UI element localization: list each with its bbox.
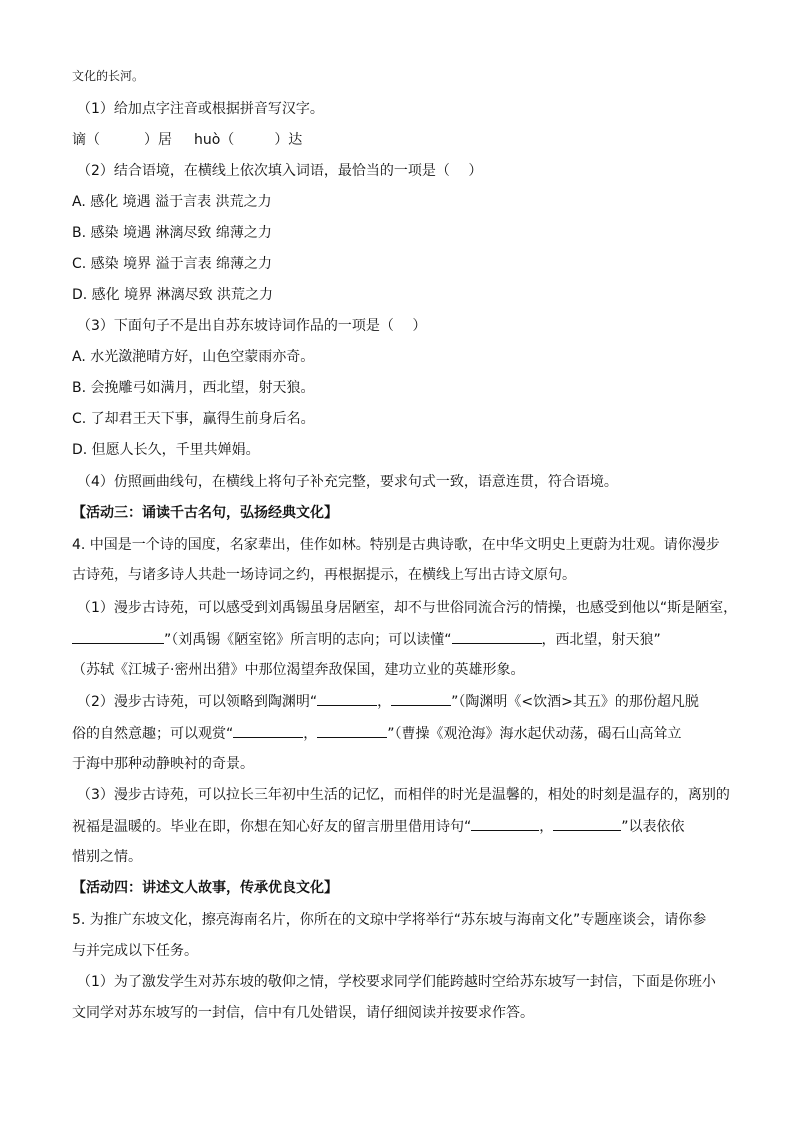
q1-pinyin: huò（ — [194, 132, 235, 148]
option-d: D. 但愿人长久，千里共婵娟。 — [72, 442, 260, 458]
q1-char-1-end: ）居 — [144, 132, 172, 148]
line-text: 祝福是温暖的。毕业在即，你想在知心好友的留言册里借用诗句“ — [72, 819, 472, 835]
question-1: （1）给加点字注音或根据拼音写汉字。 — [77, 101, 324, 117]
option-a: A. 感化 境遇 溢于言表 洪荒之力 — [72, 194, 272, 210]
option-b: B. 感染 境遇 淋漓尽致 绵薄之力 — [72, 225, 272, 241]
line-text: （2）漫步古诗苑，可以领略到陶渊明“ — [77, 694, 318, 710]
option-c: C. 了却君王天下事，赢得生前身后名。 — [72, 411, 315, 427]
paragraph-line: 于海中那种动静映衬的奇景。 — [72, 756, 254, 772]
answer-blank[interactable] — [317, 691, 377, 706]
question-4: （4）仿照画曲线句，在横线上将句子补充完整，要求句式一致，语意连贯，符合语境。 — [77, 474, 618, 490]
fill-line — [72, 629, 661, 650]
answer-blank[interactable] — [317, 723, 387, 738]
paragraph-line: 惜别之情。 — [72, 849, 142, 865]
answer-blank[interactable] — [72, 629, 164, 644]
text-line: 文化的长河。 — [72, 69, 145, 83]
option-c: C. 感染 境界 溢于言表 绵薄之力 — [72, 256, 273, 272]
answer-blank[interactable] — [233, 723, 303, 738]
option-d: D. 感化 境界 淋漓尽致 洪荒之力 — [72, 287, 274, 303]
paragraph-line: （1）漫步古诗苑，可以感受到刘禹锡虽身居陋室，却不与世俗同流合污的情操，也感受到他以“斯是陋室， — [77, 600, 738, 616]
paragraph-line: 5. 为推广东坡文化，擦亮海南名片，你所在的文琼中学将举行“苏东坡与海南文化”专题座谈会，请你参 — [72, 912, 707, 928]
question-1-items — [72, 130, 302, 150]
section-heading-3: 【活动三：诵读千古名句，弘扬经典文化】 — [72, 505, 338, 521]
option-a: A. 水光潋滟晴方好，山色空蒙雨亦奇。 — [72, 349, 315, 365]
line-text: ”（刘禹锡《陋室铭》所言明的志向；可以读懂“ — [164, 632, 452, 648]
line-text: ”以表依依 — [621, 819, 685, 835]
paragraph-line: 与并完成以下任务。 — [72, 943, 198, 959]
answer-blank[interactable] — [553, 816, 621, 831]
line-text: ”（曹操《观沧海》海水起伏动荡，碣石山高耸立 — [387, 726, 682, 742]
paragraph-line: 古诗苑，与诸多诗人共赴一场诗词之约，再根据提示，在横线上写出古诗文原句。 — [72, 567, 576, 583]
question-2: （2）结合语境，在横线上依次填入词语，最恰当的一项是（ ） — [77, 163, 483, 179]
paragraph-line: （1）为了激发学生对苏东坡的敬仰之情，学校要求同学们能跨越时空给苏东坡写一封信，下面是你班小 — [77, 974, 716, 990]
line-text: ， — [303, 726, 318, 742]
paragraph-line: （3）漫步古诗苑，可以拉长三年初中生活的记忆，而相伴的时光是温馨的，相处的时刻是温存的，离别的 — [77, 787, 730, 803]
fill-line — [77, 691, 699, 712]
section-heading-4: 【活动四：讲述文人故事，传承优良文化】 — [72, 880, 338, 896]
q1-char-1: 谪（ — [72, 132, 100, 148]
line-text: ， — [539, 819, 554, 835]
answer-blank[interactable] — [391, 691, 451, 706]
paragraph-line: 文同学对苏东坡写的一封信，信中有几处错误，请仔细阅读并按要求作答。 — [72, 1005, 534, 1021]
question-3: （3）下面句子不是出自苏东坡诗词作品的一项是（ ） — [77, 318, 427, 334]
line-text: ，西北望，射天狼” — [541, 632, 661, 648]
line-text: ， — [377, 694, 392, 710]
answer-blank[interactable] — [471, 816, 539, 831]
fill-line — [72, 816, 685, 837]
paragraph-line: 4. 中国是一个诗的国度，名家辈出，佳作如林。特别是古典诗歌，在中华文明史上更蔚为壮观。请你漫步 — [72, 537, 720, 553]
q1-char-2-end: ）达 — [274, 132, 303, 148]
line-text: ”（陶渊明《<饮酒>其五》的那份超凡脱 — [451, 694, 699, 710]
fill-line — [72, 723, 682, 744]
paragraph-line: （苏轼《江城子·密州出猎》中那位渴望奔敌保国，建功立业的英雄形象。 — [72, 662, 525, 678]
line-text: 俗的自然意趣；可以观赏“ — [72, 726, 234, 742]
answer-blank[interactable] — [452, 629, 542, 644]
option-b: B. 会挽雕弓如满月，西北望，射天狼。 — [72, 380, 315, 396]
